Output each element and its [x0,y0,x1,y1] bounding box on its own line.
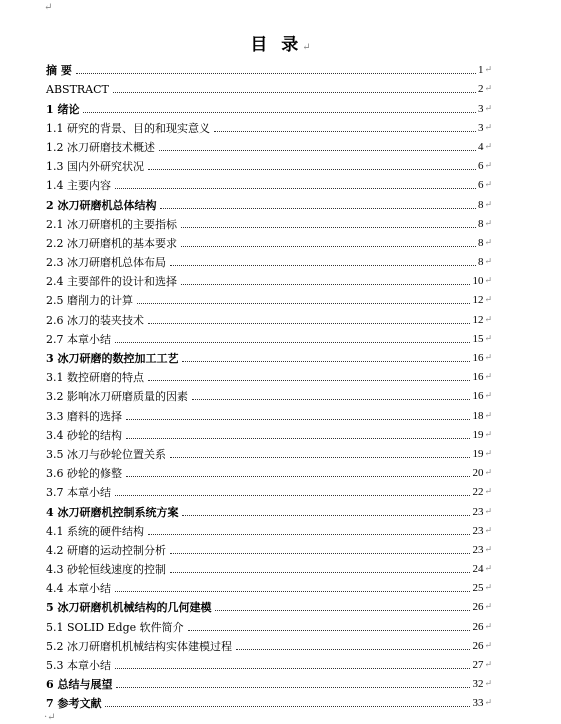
toc-entry-label: 5.2 冰刀研磨机机械结构实体建模过程 [46,639,232,653]
toc-entry-label: 2.6 冰刀的装夹技术 [46,313,144,327]
toc-leader-dots [236,648,470,650]
paragraph-mark-icon: ↵ [484,410,492,421]
toc-entry-page: 8 [477,198,484,211]
toc-entry-label: 4 冰刀研磨机控制系统方案 [46,505,179,519]
toc-entry-page: 18 [472,409,484,422]
paragraph-mark-icon: ↵ [484,429,492,440]
paragraph-mark-icon: ↵ [484,679,492,690]
toc-entry-label: ABSTRACT [46,83,109,97]
paragraph-mark-icon: ↵ [484,506,492,517]
toc-entry-page: 22 [472,486,484,499]
toc-leader-dots [76,72,476,74]
toc-entry[interactable] [46,192,492,211]
toc-entry-label: 1 绪论 [46,102,80,116]
toc-entry-label: 4.2 研磨的运动控制分析 [46,543,166,557]
paragraph-mark-icon: ↵ [484,372,492,383]
paragraph-mark-icon: ·↵ [44,712,56,723]
toc-leader-dots [115,590,470,592]
toc-entry[interactable] [46,519,492,538]
paragraph-mark-icon: ↵ [484,544,492,555]
toc-leader-dots [148,322,470,324]
toc-leader-dots [170,264,476,266]
toc-entry-page: 26 [472,639,484,652]
toc-entry-label: 3.2 影响冰刀研磨质量的因素 [46,390,188,404]
toc-entry-page: 32 [472,678,484,691]
toc-entry-page: 23 [472,505,484,518]
paragraph-mark-icon: ↵ [484,487,492,498]
paragraph-mark-icon: ↵ [484,257,492,268]
paragraph-mark-icon: ↵ [484,314,492,325]
toc-entry-label: 3.6 砂轮的修整 [46,467,122,481]
page-title [0,30,561,55]
table-of-contents [46,58,492,710]
toc-leader-dots [148,379,470,381]
toc-entry-page: 4 [477,140,484,153]
toc-leader-dots [181,283,470,285]
toc-entry[interactable] [46,212,492,231]
toc-leader-dots [115,187,476,189]
toc-entry[interactable] [46,461,492,480]
toc-entry-page: 3 [477,121,484,134]
toc-entry-page: 6 [477,179,484,192]
toc-entry[interactable] [46,442,492,461]
toc-entry[interactable] [46,327,492,346]
toc-leader-dots [126,418,470,420]
toc-entry-page: 25 [472,582,484,595]
toc-entry-label: 1.2 冰刀研磨技术概述 [46,140,155,154]
paragraph-mark-icon: ↵ [484,564,492,575]
toc-leader-dots [182,360,470,362]
toc-entry[interactable] [46,480,492,499]
toc-entry-label: 5.3 本章小结 [46,659,111,672]
toc-entry-page: 26 [472,620,484,633]
toc-entry[interactable] [46,538,492,557]
paragraph-mark-icon: ↵ [484,525,492,536]
toc-entry-page: 26 [472,601,484,614]
toc-leader-dots [192,398,470,400]
toc-leader-dots [126,475,470,477]
paragraph-mark-icon: ↵ [484,218,492,229]
toc-leader-dots [181,245,476,247]
toc-entry-page: 16 [472,390,484,403]
toc-leader-dots [115,494,470,496]
toc-entry-label: 3.1 数控研磨的特点 [46,371,144,385]
paragraph-mark-icon: ↵ [484,353,492,363]
paragraph-mark-icon: ↵ [484,468,492,479]
toc-entry-page: 23 [472,543,484,556]
paragraph-mark-icon: ↵ [44,2,53,13]
toc-entry-page: 12 [472,294,484,307]
toc-entry-label: 4.3 砂轮恒线速度的控制 [46,563,166,577]
toc-entry[interactable] [46,231,492,250]
toc-entry[interactable] [46,403,492,422]
toc-entry-label: 2.7 本章小结 [46,332,111,346]
toc-entry-label: 6 总结与展望 [46,678,113,692]
toc-entry[interactable] [46,307,492,326]
toc-entry-page: 19 [472,428,484,441]
toc-entry[interactable] [46,365,492,384]
paragraph-mark-icon: ↵ [484,660,492,670]
toc-leader-dots [148,168,476,170]
toc-leader-dots [214,130,476,132]
toc-entry-page: 1 [477,64,484,77]
toc-entry[interactable] [46,499,492,518]
toc-leader-dots [105,705,470,707]
toc-entry-page: 6 [477,160,484,173]
toc-entry-page: 12 [472,313,484,326]
toc-entry-page: 8 [477,217,484,230]
toc-entry-page: 10 [472,275,484,288]
toc-entry-label: 3 冰刀研磨的数控加工工艺 [46,352,179,365]
toc-entry[interactable] [46,672,492,691]
toc-entry-label: 2.4 主要部件的设计和选择 [46,275,177,289]
toc-leader-dots [148,533,470,535]
page-title-text: 目 录 [250,35,303,55]
paragraph-mark-icon: ↵ [484,583,492,594]
toc-leader-dots [170,552,470,554]
paragraph-mark-icon: ↵ [484,640,492,651]
toc-entry[interactable] [46,653,492,672]
toc-leader-dots [215,609,470,611]
paragraph-mark-icon: ↵ [484,698,492,709]
paragraph-mark-icon: ↵ [484,237,492,248]
toc-entry[interactable] [46,557,492,576]
paragraph-mark-icon: ↵ [302,42,311,53]
toc-leader-dots [170,456,470,458]
toc-entry[interactable] [46,595,492,614]
paragraph-mark-icon: ↵ [484,391,492,402]
toc-entry[interactable] [46,423,492,442]
paragraph-mark-icon: ↵ [484,84,492,95]
toc-entry-label: 4.1 系统的硬件结构 [46,524,144,538]
toc-entry[interactable] [46,250,492,269]
toc-entry[interactable] [46,634,492,653]
toc-leader-dots [113,91,476,93]
paragraph-mark-icon: ↵ [484,180,492,191]
toc-entry-label: 3.7 本章小结 [46,486,111,500]
paragraph-mark-icon: ↵ [484,602,492,613]
toc-entry-page: 8 [477,236,484,249]
toc-entry-page: 19 [472,447,484,460]
toc-entry[interactable] [46,173,492,192]
toc-entry-page: 23 [472,524,484,537]
toc-entry-label: 2.5 磨削力的计算 [46,294,133,308]
toc-entry-label: 5.1 SOLID Edge 软件简介 [46,620,184,634]
toc-entry-label: 3.3 磨料的选择 [46,409,122,423]
toc-leader-dots [170,571,470,573]
paragraph-mark-icon: ↵ [484,65,492,76]
toc-leader-dots [182,514,470,516]
paragraph-mark-icon: ↵ [484,621,492,632]
toc-entry-page: 8 [477,256,484,269]
toc-entry-page: 24 [472,563,484,576]
toc-entry-page: 2 [477,83,484,96]
toc-entry[interactable] [46,154,492,173]
paragraph-mark-icon: ↵ [484,199,492,210]
toc-entry[interactable] [46,288,492,307]
toc-entry[interactable] [46,691,492,710]
paragraph-mark-icon: ↵ [484,333,492,344]
toc-entry-label: 2.3 冰刀研磨机总体布局 [46,256,166,270]
toc-leader-dots [115,667,470,669]
paragraph-mark-icon: ↵ [484,141,492,152]
toc-leader-dots [115,341,470,343]
toc-entry-label: 3.5 冰刀与砂轮位置关系 [46,447,166,461]
toc-entry-page: 20 [472,467,484,480]
toc-leader-dots [137,302,470,304]
toc-entry-page: 33 [472,697,484,710]
toc-leader-dots [160,207,475,209]
toc-entry-label: 4.4 本章小结 [46,582,111,596]
paragraph-mark-icon: ↵ [484,295,492,306]
toc-entry-page: 3 [477,102,484,115]
toc-entry-page: 16 [472,371,484,384]
paragraph-mark-icon: ↵ [484,448,492,459]
paragraph-mark-icon: ↵ [484,161,492,172]
toc-entry[interactable] [46,346,492,365]
toc-entry[interactable] [46,576,492,595]
toc-entry[interactable] [46,116,492,135]
toc-entry-label: 1.3 国内外研究状况 [46,160,144,174]
toc-entry-label: 2.2 冰刀研磨机的基本要求 [46,236,177,250]
toc-entry[interactable] [46,384,492,403]
toc-entry[interactable] [46,96,492,115]
toc-entry-label: 5 冰刀研磨机机械结构的几何建模 [46,601,212,615]
toc-entry-page: 27 [472,659,484,671]
toc-entry-label: 7 参考文献 [46,697,102,711]
toc-entry-page: 16 [472,352,484,364]
toc-leader-dots [116,686,470,688]
toc-entry-label: 1.4 主要内容 [46,179,111,193]
toc-leader-dots [159,149,476,151]
toc-leader-dots [181,226,476,228]
toc-entry-label: 2.1 冰刀研磨机的主要指标 [46,217,177,231]
toc-leader-dots [126,437,470,439]
toc-entry-label: 摘 要 [46,64,72,78]
paragraph-mark-icon: ↵ [484,276,492,287]
toc-entry[interactable] [46,269,492,288]
toc-entry[interactable] [46,77,492,96]
toc-entry-label: 2 冰刀研磨机总体结构 [46,198,157,212]
paragraph-mark-icon: ↵ [484,122,492,133]
paragraph-mark-icon: ↵ [484,103,492,114]
toc-entry-page: 15 [472,332,484,345]
toc-leader-dots [83,111,475,113]
toc-entry[interactable] [46,135,492,154]
toc-entry-label: 3.4 砂轮的结构 [46,428,122,442]
toc-leader-dots [188,629,471,631]
toc-entry-label: 1.1 研究的背景、目的和现实意义 [46,121,210,135]
toc-entry[interactable] [46,58,492,77]
toc-entry[interactable] [46,614,492,633]
